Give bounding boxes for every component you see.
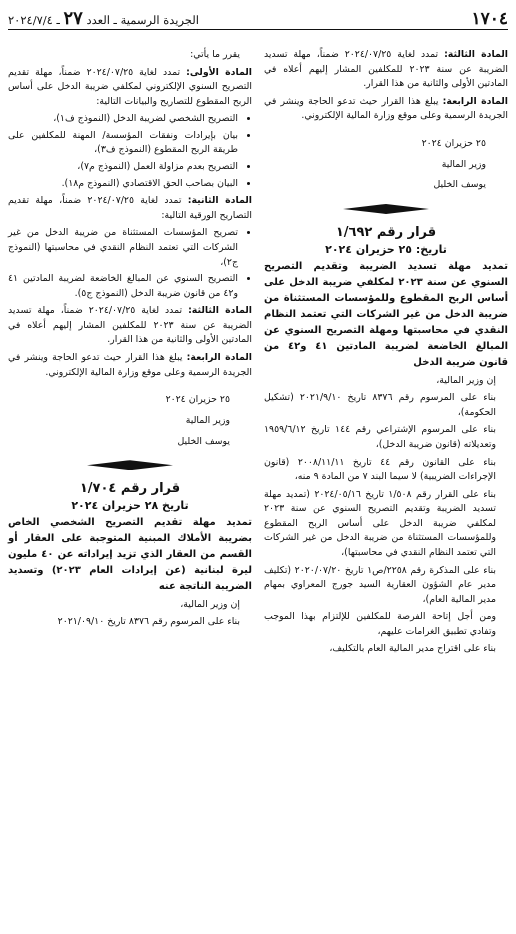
issue-date: ـ ٢٠٢٤/٧/٤ [8,13,60,27]
page-header [8,0,508,30]
article-4-paragraph [264,95,508,124]
list-item: • البيان بصاحب الحق الاقتصادي (النموذج م١٨). [8,177,238,192]
diamond-divider [87,460,173,470]
preamble-paragraph: بناء على المرسوم رقم ٨٣٧٦ تاريخ ٢٠٢١/٠٩/١٠ [57,616,240,628]
preamble-paragraph: بناء على المرسوم رقم ٨٣٧٦ تاريخ ٢٠٢١/٩/١٠ (تشكيل الحكومة)، [264,392,496,418]
decision-heading [264,224,508,259]
signature-date: ٢٥ حزيران ٢٠٢٤ [165,394,230,406]
decision-date: تاريخ: ٢٥ حزيران ٢٠٢٤ [325,243,447,257]
list-item: • التصريح بعدم مزاولة العمل (النموذج م٧)، [8,160,238,175]
left-column [8,48,252,660]
decision-number: قرار رقم ١/٧٠٤ [79,481,181,497]
decision-number: قرار رقم ١/٦٩٢ [335,224,437,240]
content-columns [8,48,508,660]
preamble-paragraph: ومن أجل إتاحة الفرصة للمكلفين للإلتزام بهذا الموجب وتفادي تطبيق الغرامات عليهم، [264,611,496,637]
issue-number: ٢٧ [63,8,83,29]
preamble-paragraph: بناء على القانون رقم ٤٤ تاريخ ٢٠٠٨/١١/١١ (قانون الإجراءات الضريبية) لا سيما البند ٧ من المادة ٩ منه، [264,456,496,483]
article-3-title: المادة الثالثة: [188,305,252,317]
article-3-text: تمدد لغاية ٢٠٢٤/٠٧/٢٥ ضمناً، مهلة تسديد الضريبة عن سنة ٢٠٢٣ للمكلفين المشار إليهم أعلاه في المادتين الأولى والثانية من هذا القرار. [264,49,509,90]
gazette-name: الجريدة الرسمية ـ العدد [86,13,199,27]
article-4-text: يبلغ هذا القرار حيث تدعو الحاجة وينشر في الجريدة الرسمية وعلى موقع وزارة المالية الإلكتروني. [264,95,508,122]
article-1-text: تمدد لغاية ٢٠٢٤/٠٧/٢٥ ضمناً، مهلة تقديم التصريح السنوي الإلكتروني لمكلفي ضريبة الدخل على أساس الربح المقطوع للتصاريح والبيانات التالية: [8,66,252,107]
issue-line [8,8,199,29]
article-2-list [8,226,252,301]
decision-heading [8,480,252,515]
preamble-paragraph: بناء على المرسوم الإشتراعي رقم ١٤٤ تاريخ ١٩٥٩/٦/١٢ وتعديلاته (قانون ضريبة الدخل)، [264,424,496,450]
signature-name: يوسف الخليل [177,435,230,447]
article-2-text: تمدد لغاية ٢٠٢٤/٠٧/٢٥ ضمناً، مهلة تقديم التصاريح الورقية التالية: [8,195,252,221]
list-item: • التصريح السنوي عن المبالغ الخاضعة لضريبة المادتين ٤١ و٤٢ من قانون ضريبة الدخل (النموذج ج٥). [8,272,238,301]
preamble-paragraph: بناء على القرار رقم ١/٥٠٨ تاريخ ٢٠٢٤/٠٥/١٦ (تمديد مهلة تسديد الضريبة وتقديم التصريح السنوي عن سنة ٢٠٢٣ لمكلفي ضريبة الدخل على أساس الربح المقطوع وللمؤسسات المستثناة من ضريبة الدخل من غير الشركات التي تعتمد النظام النقدي في محاسبتها)، [264,488,496,558]
decides-line: يقرر ما يأتي: [190,49,240,60]
signature-block [264,134,508,196]
signature-name: يوسف الخليل [433,179,486,191]
article-4-text: يبلغ هذا القرار حيث تدعو الحاجة وينشر في الجريدة الرسمية وعلى موقع وزارة المالية الإلكتروني. [8,351,252,378]
signature-block [8,390,252,452]
article-3-title: المادة الثالثة: [444,49,508,60]
list-item: • تصريح المؤسسات المستثناة من ضريبة الدخل من غير الشركات التي تعتمد النظام النقدي في محاسبتها (النموذج ج٢)، [8,226,238,270]
article-3-paragraph [8,304,252,348]
signature-title: وزير المالية [441,158,486,170]
signature-date: ٢٥ حزيران ٢٠٢٤ [421,137,486,149]
article-4-title: المادة الرابعة: [442,95,509,107]
preamble-paragraph: بناء على المذكرة رقم ٢٢٥٨/ص١ تاريخ ٢٠٢٠/٠٧/٢٠ (تكليف مدير عام الشؤون العقارية السيد جورج المعراوي بمهام مدير المالية العام)، [264,564,496,605]
article-4-title: المادة الرابعة: [186,351,253,363]
article-2-title: المادة الثانية: [187,195,252,207]
article-1-paragraph [8,66,252,110]
list-item: • بيان بإيرادات ونفقات المؤسسة/ المهنة للمكلفين على طريقة الربح المقطوع (النموذج ف٣)، [8,129,238,158]
article-1-list [8,112,252,191]
decision-subject: تمديد مهلة تقديم التصريح الشخصي الخاص بضريبة الأملاك المبنية المتوجبة على العقار أو القسم من العقار الذي تزيد إيراداته عن ٤٠ مليون ليرة لبنانية (عن إيرادات العام ٢٠٢٣) وتسديد الضريبة الناتجة عنه [8,516,252,592]
decision-subject: تمديد مهلة تسديد الضريبة وتقديم التصريح السنوي عن سنة ٢٠٢٣ لمكلفي ضريبة الدخل على أساس الربح المقطوع وللمؤسسات المستثناة من ضريبة الدخل من غير الشركات التي تعتمد النظام النقدي في محاسبتها ومهلة التصريح السنوي عن المبالغ الخاضعة لضريبة المادتين ٤١ و٤٢ من قانون ضريبة الدخل [264,260,509,368]
article-3-paragraph [264,48,508,92]
article-1-title: المادة الأولى: [186,66,252,78]
article-3-text: تمدد لغاية ٢٠٢٤/٠٧/٢٥ ضمناً، مهلة تسديد الضريبة عن سنة ٢٠٢٣ للمكلفين المشار إليهم أعلاه في المادتين الأولى والثانية من هذا القرار. [8,305,253,346]
list-item: • التصريح الشخصي لضريبة الدخل (النموذج ف١)، [8,112,238,127]
diamond-divider [343,204,429,214]
preamble-intro: إن وزير المالية، [180,598,240,610]
page-number: ١٧٠٤ [471,9,508,29]
preamble-intro: إن وزير المالية، [436,374,496,386]
right-column [264,48,508,660]
article-2-paragraph [8,194,252,223]
decision-date: تاريخ ٢٨ حزيران ٢٠٢٤ [71,499,189,513]
article-4-paragraph [8,351,252,380]
signature-title: وزير المالية [185,414,230,426]
preamble-paragraph: بناء على اقتراح مدير المالية العام بالتكليف، [329,643,496,655]
